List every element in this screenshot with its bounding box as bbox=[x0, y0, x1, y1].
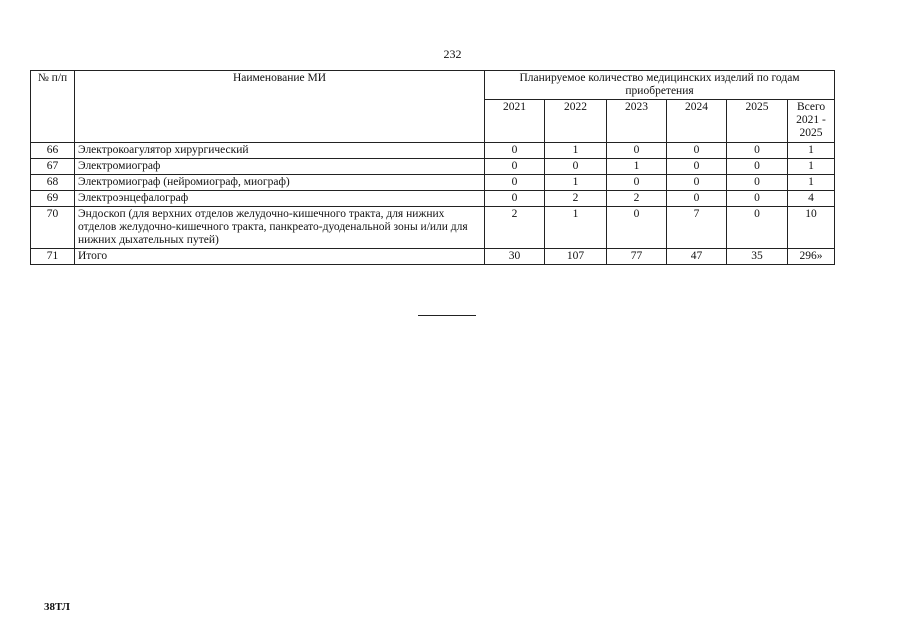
row-name: Электрокоагулятор хирургический bbox=[75, 143, 485, 159]
row-value-2025: 0 bbox=[727, 175, 788, 191]
row-value-2024: 47 bbox=[667, 249, 727, 265]
row-value-2022: 0 bbox=[545, 159, 607, 175]
row-value-2025: 0 bbox=[727, 159, 788, 175]
row-name: Электромиограф bbox=[75, 159, 485, 175]
footer-code: 38ТЛ bbox=[44, 601, 70, 613]
header-year-2025: 2025 bbox=[727, 100, 788, 143]
header-year-2024: 2024 bbox=[667, 100, 727, 143]
header-total: Всего 2021 - 2025 bbox=[788, 100, 835, 143]
row-value-2021: 0 bbox=[485, 143, 545, 159]
row-num: 69 bbox=[31, 191, 75, 207]
row-value-2025: 35 bbox=[727, 249, 788, 265]
row-value-2024: 0 bbox=[667, 143, 727, 159]
row-value-2022: 107 bbox=[545, 249, 607, 265]
table-row bbox=[31, 207, 835, 249]
row-name: Итого bbox=[75, 249, 485, 265]
row-value-2024: 7 bbox=[667, 207, 727, 249]
row-value-total: 10 bbox=[788, 207, 835, 249]
row-value-2023: 0 bbox=[607, 175, 667, 191]
header-year-2023: 2023 bbox=[607, 100, 667, 143]
row-num: 66 bbox=[31, 143, 75, 159]
row-value-total: 1 bbox=[788, 159, 835, 175]
row-num: 71 bbox=[31, 249, 75, 265]
row-value-2023: 2 bbox=[607, 191, 667, 207]
row-value-2024: 0 bbox=[667, 159, 727, 175]
row-value-2025: 0 bbox=[727, 191, 788, 207]
row-value-2024: 0 bbox=[667, 191, 727, 207]
header-row-top bbox=[31, 71, 835, 100]
row-name: Электроэнцефалограф bbox=[75, 191, 485, 207]
row-num: 70 bbox=[31, 207, 75, 249]
row-value-total: 4 bbox=[788, 191, 835, 207]
row-value-2022: 1 bbox=[545, 143, 607, 159]
row-value-2023: 1 bbox=[607, 159, 667, 175]
row-value-2021: 30 bbox=[485, 249, 545, 265]
row-value-2021: 0 bbox=[485, 191, 545, 207]
header-year-2022: 2022 bbox=[545, 100, 607, 143]
page-number: 232 bbox=[443, 47, 462, 61]
table-row bbox=[31, 175, 835, 191]
table-row bbox=[31, 191, 835, 207]
row-value-2023: 77 bbox=[607, 249, 667, 265]
header-group: Планируемое количество медицинских изделий по годам приобретения bbox=[485, 71, 835, 100]
row-value-2023: 0 bbox=[607, 143, 667, 159]
header-name: Наименование МИ bbox=[75, 71, 485, 143]
row-num: 67 bbox=[31, 159, 75, 175]
header-num: № п/п bbox=[31, 71, 75, 143]
row-value-2023: 0 bbox=[607, 207, 667, 249]
table-row bbox=[31, 143, 835, 159]
table-row-total bbox=[31, 249, 835, 265]
header-year-2021: 2021 bbox=[485, 100, 545, 143]
row-value-2024: 0 bbox=[667, 175, 727, 191]
row-value-total: 1 bbox=[788, 143, 835, 159]
row-value-total: 1 bbox=[788, 175, 835, 191]
section-divider bbox=[418, 315, 476, 316]
row-num: 68 bbox=[31, 175, 75, 191]
row-value-2025: 0 bbox=[727, 207, 788, 249]
medical-devices-table bbox=[30, 70, 835, 265]
row-value-2021: 0 bbox=[485, 159, 545, 175]
row-name: Эндоскоп (для верхних отделов желудочно-кишечного тракта, для нижних отделов желудочно-кишечного тракта, панкреато-дуоденальной зоны и/или для нижних дыхательных путей) bbox=[75, 207, 485, 249]
row-value-2022: 1 bbox=[545, 207, 607, 249]
row-value-total: 296» bbox=[788, 249, 835, 265]
row-value-2025: 0 bbox=[727, 143, 788, 159]
row-value-2022: 2 bbox=[545, 191, 607, 207]
table-row bbox=[31, 159, 835, 175]
row-name: Электромиограф (нейромиограф, миограф) bbox=[75, 175, 485, 191]
row-value-2021: 0 bbox=[485, 175, 545, 191]
row-value-2021: 2 bbox=[485, 207, 545, 249]
row-value-2022: 1 bbox=[545, 175, 607, 191]
